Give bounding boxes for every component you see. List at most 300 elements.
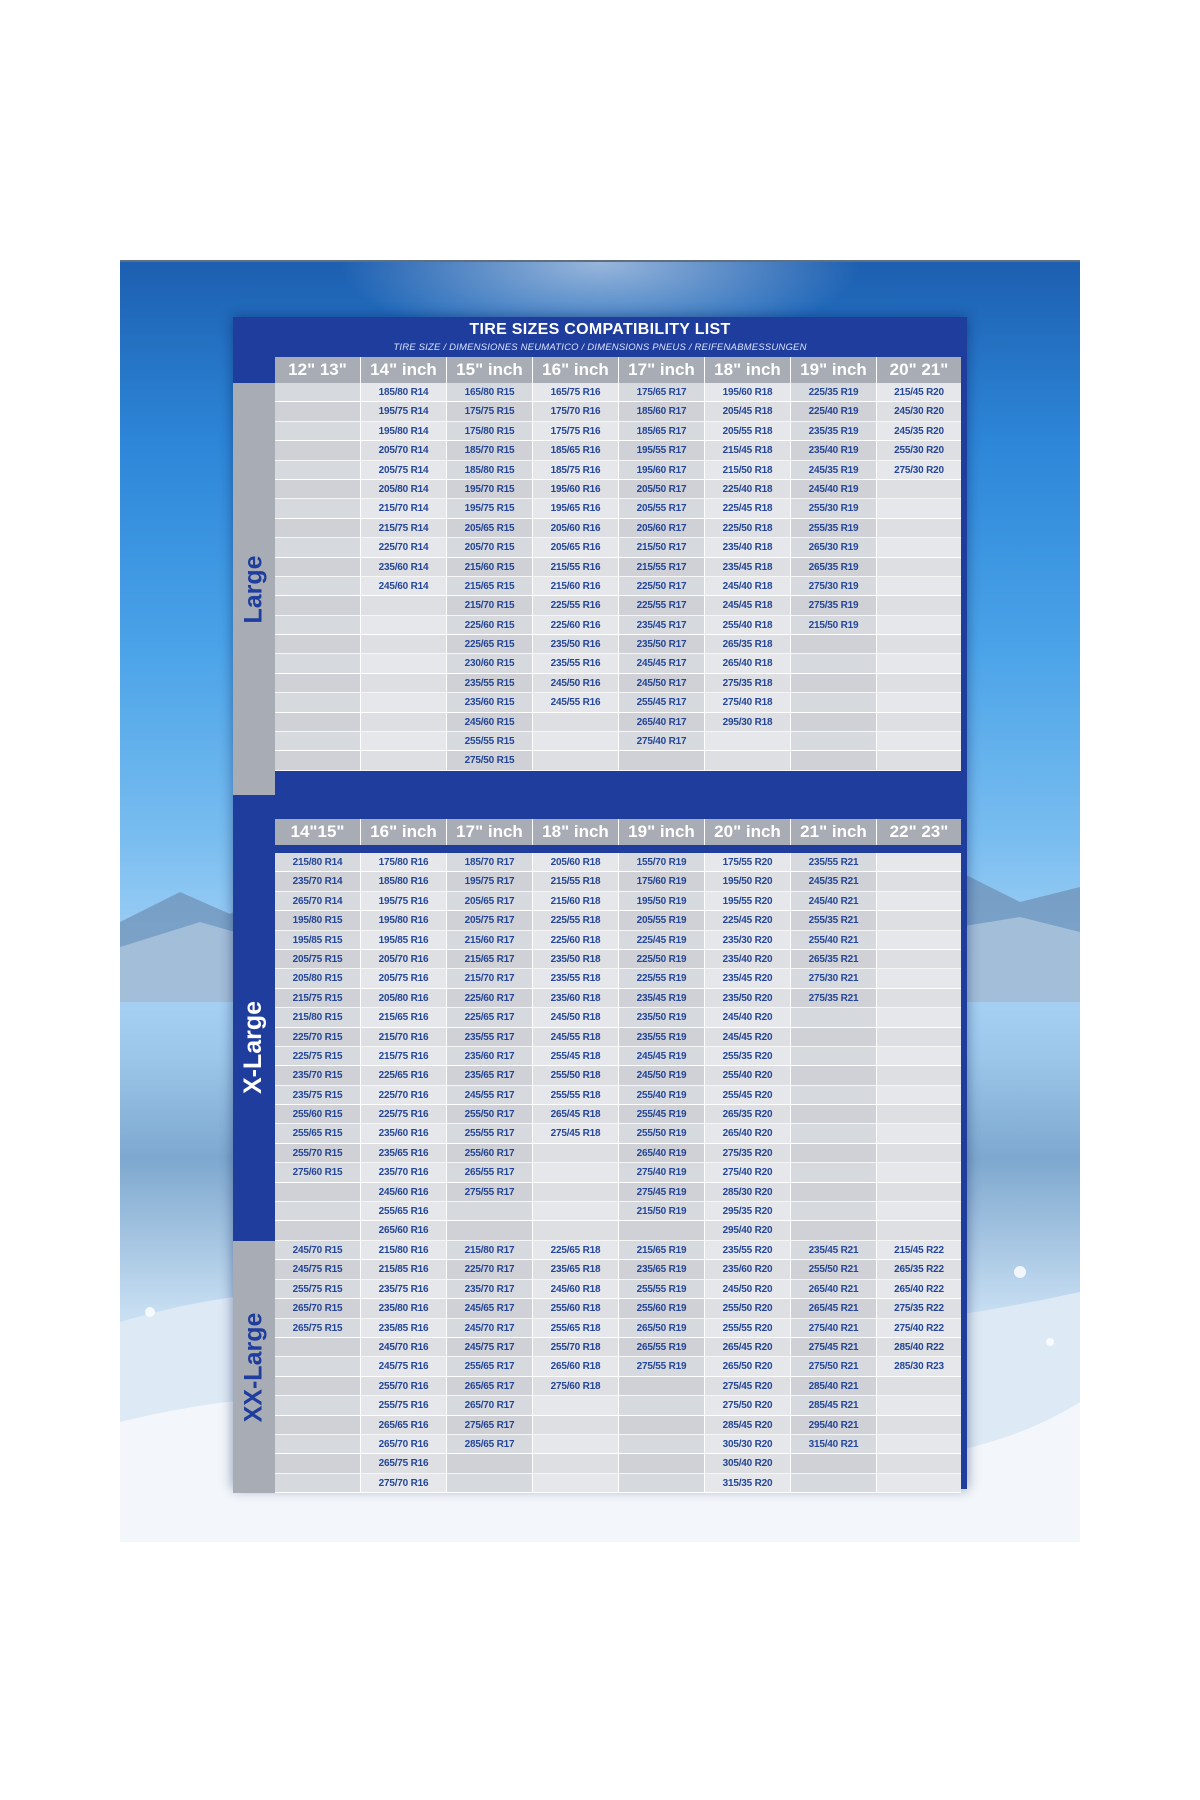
tire-size-cell: 235/55 R20 <box>705 1241 790 1260</box>
size-band-x-large <box>233 853 275 1241</box>
tire-size-cell: 195/80 R15 <box>275 911 360 930</box>
tire-size-cell: 215/55 R17 <box>619 558 704 577</box>
tire-size-cell: 235/65 R17 <box>447 1066 532 1085</box>
tire-size-cell: 225/70 R14 <box>361 538 446 557</box>
tire-size-cell: 265/40 R22 <box>877 1280 961 1299</box>
tire-size-cell <box>275 693 360 712</box>
tire-size-cell: 165/80 R15 <box>447 383 532 402</box>
tire-size-cell: 215/75 R14 <box>361 519 446 538</box>
size-column <box>619 383 705 771</box>
tire-size-cell: 285/65 R17 <box>447 1435 532 1454</box>
tire-size-cell: 225/65 R17 <box>447 1008 532 1027</box>
tire-size-cell: 275/35 R21 <box>791 989 876 1008</box>
tire-size-cell <box>275 635 360 654</box>
tire-size-cell: 255/50 R19 <box>619 1124 704 1143</box>
tire-size-cell: 215/45 R22 <box>877 1241 961 1260</box>
tire-size-cell: 255/75 R16 <box>361 1396 446 1415</box>
tire-size-cell: 235/50 R19 <box>619 1008 704 1027</box>
tire-size-cell <box>619 751 704 770</box>
tire-size-cell: 215/65 R19 <box>619 1241 704 1260</box>
tire-size-cell: 255/35 R19 <box>791 519 876 538</box>
tire-size-cell: 235/50 R18 <box>533 950 618 969</box>
tire-size-cell: 205/75 R14 <box>361 461 446 480</box>
tire-size-cell <box>533 1416 618 1435</box>
tire-size-cell <box>877 577 961 596</box>
tire-size-cell: 275/30 R21 <box>791 969 876 988</box>
tire-size-cell: 315/40 R21 <box>791 1435 876 1454</box>
tire-size-cell <box>791 1066 876 1085</box>
tire-size-cell <box>275 402 360 421</box>
tire-size-cell <box>275 519 360 538</box>
size-column <box>619 853 705 1241</box>
tire-size-cell: 245/40 R20 <box>705 1008 790 1027</box>
tire-size-cell: 205/55 R18 <box>705 422 790 441</box>
tire-size-cell <box>877 1163 961 1182</box>
tire-size-cell: 265/50 R19 <box>619 1319 704 1338</box>
tire-size-cell: 245/60 R14 <box>361 577 446 596</box>
tire-size-cell: 205/75 R16 <box>361 969 446 988</box>
section-divider <box>233 795 967 813</box>
tire-size-cell: 265/60 R16 <box>361 1221 446 1240</box>
tire-size-cell: 265/45 R21 <box>791 1299 876 1318</box>
tire-size-cell <box>275 674 360 693</box>
tire-size-cell: 245/50 R16 <box>533 674 618 693</box>
tire-size-cell: 255/65 R18 <box>533 1319 618 1338</box>
tire-size-cell: 205/65 R15 <box>447 519 532 538</box>
size-column <box>533 383 619 771</box>
tire-size-cell <box>619 1221 704 1240</box>
tire-size-cell: 155/70 R19 <box>619 853 704 872</box>
tire-size-cell <box>791 635 876 654</box>
tire-size-cell: 245/60 R16 <box>361 1183 446 1202</box>
tire-size-cell <box>877 1144 961 1163</box>
tire-size-cell <box>877 1454 961 1473</box>
tire-size-cell: 265/40 R19 <box>619 1144 704 1163</box>
tire-size-cell: 255/55 R17 <box>447 1124 532 1143</box>
tire-size-cell: 245/45 R20 <box>705 1028 790 1047</box>
tire-size-cell: 205/45 R18 <box>705 402 790 421</box>
size-column <box>275 853 361 1241</box>
tire-size-cell: 255/45 R17 <box>619 693 704 712</box>
tire-size-cell: 225/65 R16 <box>361 1066 446 1085</box>
tire-size-cell: 245/65 R17 <box>447 1299 532 1318</box>
tire-size-cell <box>791 1474 876 1493</box>
tire-size-cell: 205/75 R15 <box>275 950 360 969</box>
tire-size-cell: 275/55 R19 <box>619 1357 704 1376</box>
compatibility-table <box>233 317 967 1489</box>
tire-size-cell: 245/55 R17 <box>447 1086 532 1105</box>
tire-size-cell: 265/70 R14 <box>275 892 360 911</box>
tire-size-cell: 235/30 R20 <box>705 931 790 950</box>
tire-size-cell <box>533 751 618 770</box>
tire-size-cell: 205/60 R16 <box>533 519 618 538</box>
tire-size-cell: 245/50 R20 <box>705 1280 790 1299</box>
size-column <box>877 1241 961 1493</box>
tire-size-cell <box>361 693 446 712</box>
tire-size-cell: 275/50 R15 <box>447 751 532 770</box>
size-column <box>877 853 961 1241</box>
tire-size-cell <box>791 1202 876 1221</box>
tire-size-cell <box>877 872 961 891</box>
tire-size-cell: 265/35 R19 <box>791 558 876 577</box>
tire-size-cell: 275/60 R18 <box>533 1377 618 1396</box>
tire-size-cell: 275/40 R20 <box>705 1163 790 1182</box>
tire-size-cell: 275/45 R20 <box>705 1377 790 1396</box>
size-band-label: X-Large <box>239 1000 268 1094</box>
tire-size-cell: 195/75 R15 <box>447 499 532 518</box>
tire-size-cell: 255/55 R15 <box>447 732 532 751</box>
tire-size-cell <box>877 931 961 950</box>
tire-size-cell: 255/60 R15 <box>275 1105 360 1124</box>
tire-size-cell <box>877 654 961 673</box>
tire-size-cell: 185/70 R17 <box>447 853 532 872</box>
tire-size-cell: 275/60 R15 <box>275 1163 360 1182</box>
tire-size-cell <box>791 674 876 693</box>
tire-size-cell <box>275 558 360 577</box>
tire-size-cell: 255/70 R15 <box>275 1144 360 1163</box>
tire-size-cell: 225/55 R19 <box>619 969 704 988</box>
tire-size-cell: 265/65 R17 <box>447 1377 532 1396</box>
tire-size-cell: 195/85 R15 <box>275 931 360 950</box>
tire-size-cell: 215/80 R16 <box>361 1241 446 1260</box>
tire-size-cell: 235/60 R16 <box>361 1124 446 1143</box>
tire-size-cell: 225/70 R15 <box>275 1028 360 1047</box>
tire-size-cell: 215/65 R15 <box>447 577 532 596</box>
tire-size-cell <box>877 1028 961 1047</box>
tire-size-cell <box>877 558 961 577</box>
tire-size-cell: 235/40 R20 <box>705 950 790 969</box>
tire-size-cell <box>533 1474 618 1493</box>
tire-size-cell: 175/65 R17 <box>619 383 704 402</box>
tire-size-cell: 235/45 R17 <box>619 616 704 635</box>
size-column <box>705 383 791 771</box>
tire-size-cell: 225/45 R19 <box>619 931 704 950</box>
size-column <box>447 1241 533 1493</box>
tire-size-cell <box>275 480 360 499</box>
column-header: 19" inch <box>791 357 877 383</box>
tire-size-cell: 225/55 R16 <box>533 596 618 615</box>
tire-size-cell: 265/70 R16 <box>361 1435 446 1454</box>
tire-size-cell: 255/65 R15 <box>275 1124 360 1143</box>
tire-size-cell: 265/45 R18 <box>533 1105 618 1124</box>
column-header: 20" 21" <box>877 357 961 383</box>
tire-size-cell: 235/65 R18 <box>533 1260 618 1279</box>
tire-size-cell: 275/70 R16 <box>361 1474 446 1493</box>
tire-size-cell: 245/45 R18 <box>705 596 790 615</box>
tire-size-cell: 215/75 R16 <box>361 1047 446 1066</box>
tire-size-cell: 235/40 R18 <box>705 538 790 557</box>
tire-size-cell: 205/80 R15 <box>275 969 360 988</box>
tire-size-cell: 265/35 R18 <box>705 635 790 654</box>
tire-size-cell: 235/65 R19 <box>619 1260 704 1279</box>
tire-size-cell: 205/60 R18 <box>533 853 618 872</box>
tire-size-cell <box>877 499 961 518</box>
tire-size-cell: 185/65 R16 <box>533 441 618 460</box>
tire-size-cell: 275/50 R20 <box>705 1396 790 1415</box>
tire-size-cell <box>877 1435 961 1454</box>
tire-size-cell: 215/60 R17 <box>447 931 532 950</box>
tire-size-cell <box>877 1221 961 1240</box>
tire-size-cell: 215/65 R16 <box>361 1008 446 1027</box>
tire-size-cell: 245/35 R20 <box>877 422 961 441</box>
tire-size-cell: 225/55 R18 <box>533 911 618 930</box>
tire-size-cell: 235/45 R20 <box>705 969 790 988</box>
tire-size-cell: 285/40 R21 <box>791 1377 876 1396</box>
tire-size-cell: 205/50 R17 <box>619 480 704 499</box>
tire-size-cell: 255/65 R17 <box>447 1357 532 1376</box>
corner-block <box>233 813 275 853</box>
tire-size-cell: 235/55 R15 <box>447 674 532 693</box>
tire-size-cell <box>877 1124 961 1143</box>
tire-size-cell: 215/80 R17 <box>447 1241 532 1260</box>
tire-size-cell: 235/60 R20 <box>705 1260 790 1279</box>
column-header: 16" inch <box>533 357 619 383</box>
section-large <box>233 357 967 795</box>
tire-size-cell <box>791 1221 876 1240</box>
tire-size-cell <box>877 1474 961 1493</box>
tire-size-cell <box>877 1377 961 1396</box>
tire-size-cell: 215/45 R18 <box>705 441 790 460</box>
tire-size-cell: 175/70 R16 <box>533 402 618 421</box>
tire-size-cell: 185/60 R17 <box>619 402 704 421</box>
tire-size-cell <box>877 853 961 872</box>
tire-size-cell: 275/30 R19 <box>791 577 876 596</box>
tire-size-cell: 275/45 R19 <box>619 1183 704 1202</box>
tire-size-cell <box>275 654 360 673</box>
tire-size-cell: 215/45 R20 <box>877 383 961 402</box>
column-header: 18" inch <box>705 357 791 383</box>
tire-size-cell <box>791 1163 876 1182</box>
tire-size-cell: 215/55 R16 <box>533 558 618 577</box>
tire-size-cell <box>533 1396 618 1415</box>
size-column <box>791 853 877 1241</box>
tire-size-cell: 265/40 R21 <box>791 1280 876 1299</box>
tire-size-cell <box>877 480 961 499</box>
tire-size-cell: 235/75 R15 <box>275 1086 360 1105</box>
tire-size-cell: 285/40 R22 <box>877 1338 961 1357</box>
tire-size-cell: 265/55 R17 <box>447 1163 532 1182</box>
tire-size-cell <box>533 1183 618 1202</box>
tire-size-cell: 265/70 R15 <box>275 1299 360 1318</box>
tire-size-cell: 255/45 R19 <box>619 1105 704 1124</box>
tire-size-cell <box>447 1202 532 1221</box>
tire-size-cell: 225/40 R19 <box>791 402 876 421</box>
tire-size-cell: 195/75 R17 <box>447 872 532 891</box>
tire-size-cell: 285/45 R21 <box>791 1396 876 1415</box>
tire-size-cell: 235/70 R16 <box>361 1163 446 1182</box>
tire-size-cell: 315/35 R20 <box>705 1474 790 1493</box>
tire-size-cell: 275/35 R20 <box>705 1144 790 1163</box>
tire-size-cell: 235/75 R16 <box>361 1280 446 1299</box>
size-band-xx-large <box>233 1241 275 1493</box>
tire-size-cell <box>361 713 446 732</box>
tire-size-cell <box>619 1377 704 1396</box>
tire-size-cell: 225/75 R15 <box>275 1047 360 1066</box>
tire-size-cell: 195/55 R20 <box>705 892 790 911</box>
tire-size-cell: 275/55 R17 <box>447 1183 532 1202</box>
tire-size-cell: 185/80 R14 <box>361 383 446 402</box>
tire-size-cell: 175/55 R20 <box>705 853 790 872</box>
tire-size-cell: 305/40 R20 <box>705 1454 790 1473</box>
tire-size-cell <box>877 950 961 969</box>
tire-size-cell <box>791 1028 876 1047</box>
tire-size-cell <box>791 693 876 712</box>
tire-size-cell: 235/55 R18 <box>533 969 618 988</box>
size-column <box>791 383 877 771</box>
tire-size-cell: 255/40 R21 <box>791 931 876 950</box>
tire-size-cell: 255/70 R18 <box>533 1338 618 1357</box>
tire-size-cell: 245/60 R15 <box>447 713 532 732</box>
tire-size-cell <box>447 1474 532 1493</box>
tire-size-cell: 245/60 R18 <box>533 1280 618 1299</box>
tire-size-cell: 295/40 R21 <box>791 1416 876 1435</box>
tire-size-cell: 225/60 R16 <box>533 616 618 635</box>
tire-size-cell: 225/45 R18 <box>705 499 790 518</box>
tire-size-cell: 195/50 R20 <box>705 872 790 891</box>
grid-large <box>275 383 961 771</box>
tire-size-cell <box>877 892 961 911</box>
tire-size-cell: 245/70 R16 <box>361 1338 446 1357</box>
tire-size-cell <box>275 732 360 751</box>
column-header: 17" inch <box>447 819 533 845</box>
tire-size-cell: 295/40 R20 <box>705 1221 790 1240</box>
tire-size-cell <box>877 1416 961 1435</box>
tire-size-cell <box>791 1086 876 1105</box>
tire-size-cell <box>619 1396 704 1415</box>
tire-size-cell: 195/70 R15 <box>447 480 532 499</box>
tire-size-cell: 235/80 R16 <box>361 1299 446 1318</box>
tire-size-cell <box>791 1105 876 1124</box>
tire-size-cell: 265/75 R16 <box>361 1454 446 1473</box>
tire-size-cell <box>877 1396 961 1415</box>
tire-size-cell: 255/40 R20 <box>705 1066 790 1085</box>
tire-size-cell <box>275 713 360 732</box>
tire-size-cell: 245/75 R16 <box>361 1357 446 1376</box>
tire-size-cell: 285/45 R20 <box>705 1416 790 1435</box>
tire-size-cell <box>533 1454 618 1473</box>
tire-size-cell: 215/70 R16 <box>361 1028 446 1047</box>
tire-size-cell <box>877 713 961 732</box>
tire-size-cell: 195/50 R19 <box>619 892 704 911</box>
tire-size-cell <box>877 1105 961 1124</box>
tire-size-cell: 235/45 R21 <box>791 1241 876 1260</box>
tire-size-cell: 235/60 R14 <box>361 558 446 577</box>
tire-size-cell: 255/35 R21 <box>791 911 876 930</box>
tire-size-cell: 205/80 R14 <box>361 480 446 499</box>
column-header: 17" inch <box>619 357 705 383</box>
table-subtitle: TIRE SIZE / DIMENSIONES NEUMATICO / DIMENSIONS PNEUS / REIFENABMESSUNGEN <box>393 342 807 353</box>
tire-size-cell <box>361 732 446 751</box>
tire-size-cell: 215/80 R15 <box>275 1008 360 1027</box>
tire-size-cell: 205/70 R14 <box>361 441 446 460</box>
tire-size-cell <box>275 1377 360 1396</box>
column-header: 22" 23" <box>877 819 961 845</box>
size-band-label: Large <box>239 554 268 624</box>
tire-size-cell: 215/60 R16 <box>533 577 618 596</box>
tire-size-cell <box>705 751 790 770</box>
tire-size-cell: 245/50 R18 <box>533 1008 618 1027</box>
tire-size-cell <box>877 596 961 615</box>
tire-size-cell: 225/60 R15 <box>447 616 532 635</box>
tire-size-cell <box>533 1435 618 1454</box>
size-column <box>361 1241 447 1493</box>
tire-size-cell: 255/35 R20 <box>705 1047 790 1066</box>
column-header: 21" inch <box>791 819 877 845</box>
tire-size-cell: 185/65 R17 <box>619 422 704 441</box>
tire-size-cell: 225/50 R18 <box>705 519 790 538</box>
tire-size-cell: 255/45 R20 <box>705 1086 790 1105</box>
column-header: 19" inch <box>619 819 705 845</box>
tire-size-cell <box>791 1124 876 1143</box>
tire-size-cell <box>877 538 961 557</box>
tire-size-cell <box>275 1357 360 1376</box>
tire-size-cell: 235/55 R17 <box>447 1028 532 1047</box>
tire-size-cell: 225/40 R18 <box>705 480 790 499</box>
tire-size-cell: 265/65 R16 <box>361 1416 446 1435</box>
column-header: 20" inch <box>705 819 791 845</box>
tire-size-cell: 195/80 R16 <box>361 911 446 930</box>
tire-size-cell: 265/40 R20 <box>705 1124 790 1143</box>
size-band-label: XX-Large <box>239 1312 268 1422</box>
tire-size-cell: 205/65 R17 <box>447 892 532 911</box>
tire-size-cell <box>533 1144 618 1163</box>
tire-size-cell <box>275 422 360 441</box>
tire-size-cell: 235/50 R16 <box>533 635 618 654</box>
tire-size-cell: 230/60 R15 <box>447 654 532 673</box>
tire-size-cell: 255/60 R18 <box>533 1299 618 1318</box>
column-header: 12" 13" <box>275 357 361 383</box>
tire-size-cell: 235/60 R18 <box>533 989 618 1008</box>
tire-size-cell: 205/80 R16 <box>361 989 446 1008</box>
tire-size-cell <box>275 461 360 480</box>
tire-size-cell: 245/35 R21 <box>791 872 876 891</box>
size-column <box>447 383 533 771</box>
tire-size-cell: 255/50 R21 <box>791 1260 876 1279</box>
tire-size-cell: 255/75 R15 <box>275 1280 360 1299</box>
tire-size-cell: 245/35 R19 <box>791 461 876 480</box>
tire-size-cell: 245/75 R15 <box>275 1260 360 1279</box>
tire-size-cell <box>619 1435 704 1454</box>
tire-size-cell <box>361 596 446 615</box>
tire-size-cell: 215/70 R14 <box>361 499 446 518</box>
tire-size-cell: 205/70 R16 <box>361 950 446 969</box>
tire-size-cell: 225/75 R16 <box>361 1105 446 1124</box>
tire-size-cell: 215/70 R15 <box>447 596 532 615</box>
tire-size-cell <box>619 1416 704 1435</box>
tire-size-cell: 235/45 R19 <box>619 989 704 1008</box>
tire-size-cell: 265/40 R17 <box>619 713 704 732</box>
tire-size-cell: 235/35 R19 <box>791 422 876 441</box>
tire-size-cell: 195/60 R18 <box>705 383 790 402</box>
tire-size-cell: 265/40 R18 <box>705 654 790 673</box>
tire-size-cell: 195/65 R16 <box>533 499 618 518</box>
tire-size-cell <box>447 1221 532 1240</box>
tire-size-cell: 225/50 R19 <box>619 950 704 969</box>
tire-size-cell <box>791 1047 876 1066</box>
tire-size-cell: 215/60 R18 <box>533 892 618 911</box>
tire-size-cell: 215/50 R18 <box>705 461 790 480</box>
tire-size-cell <box>275 1183 360 1202</box>
tire-size-cell <box>361 751 446 770</box>
tire-size-cell <box>275 751 360 770</box>
tire-size-cell <box>877 1066 961 1085</box>
tire-size-cell: 275/40 R21 <box>791 1319 876 1338</box>
tire-size-cell <box>275 1474 360 1493</box>
tire-size-cell <box>877 989 961 1008</box>
tire-size-cell <box>877 635 961 654</box>
tire-size-cell <box>275 577 360 596</box>
tire-size-cell: 265/60 R18 <box>533 1357 618 1376</box>
